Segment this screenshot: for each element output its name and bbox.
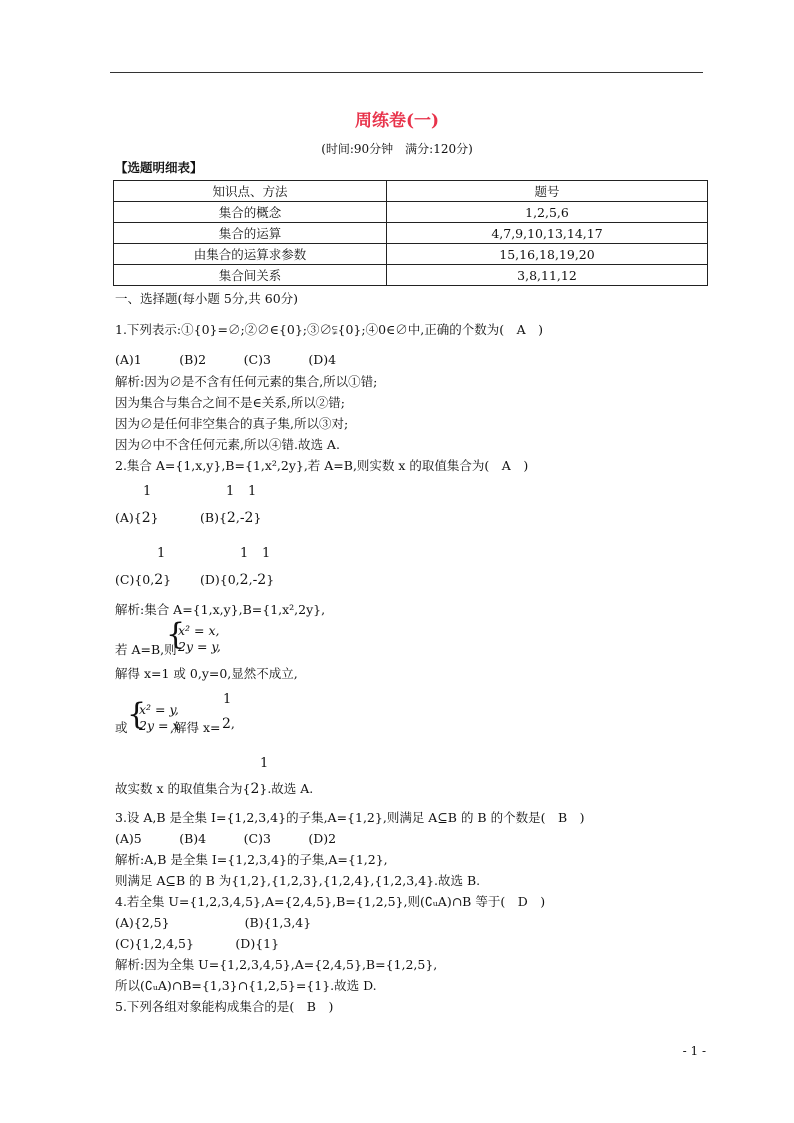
header-rule — [110, 72, 703, 73]
table-cell: 集合的运算 — [114, 223, 387, 244]
table-header-row — [114, 181, 708, 202]
question-options: (C){1,2,4,5} (D){1} — [115, 936, 280, 951]
fraction-numerator: 1 — [226, 484, 235, 499]
exam-time-info: (时间:90分钟 满分:120分) — [321, 142, 473, 156]
topic-table — [113, 180, 708, 286]
analysis-line: 所以(∁ᵤA)∩B={1,3}∩{1,2,5}={1}.故选 D. — [115, 978, 377, 993]
page-title: 周练卷(一) — [354, 111, 440, 131]
brace-icon: { — [166, 617, 186, 652]
equation: x² = x, — [178, 623, 220, 638]
option-a: (A){2} — [115, 510, 159, 526]
equation: 2y = y, — [178, 639, 221, 654]
table-row — [114, 265, 708, 286]
option-d: (D){0,2,-2} — [200, 572, 275, 588]
table-cell: 由集合的运算求参数 — [114, 244, 387, 265]
fraction-numerator: 1 — [223, 692, 232, 707]
question-stem: 5.下列各组对象能构成集合的是( B ) — [115, 999, 334, 1014]
question-stem: 2.集合 A={1,x,y},B={1,x²,2y},若 A=B,则实数 x 的取值集合为( A ) — [115, 458, 529, 473]
analysis-line: 解得 x=1 或 0,y=0,显然不成立, — [115, 666, 298, 681]
section-heading: 一、选择题(每小题 5分,共 60分) — [115, 291, 299, 306]
table-cell: 15,16,18,19,20 — [387, 244, 708, 265]
table-row — [114, 244, 708, 265]
fraction-denominator: 2, — [222, 716, 235, 732]
fraction-numerator: 1 — [157, 546, 166, 561]
analysis-line: 解析:A,B 是全集 I={1,2,3,4}的子集,A={1,2}, — [115, 852, 388, 867]
table-header-cell: 知识点、方法 — [114, 181, 387, 202]
question-options: (A)1 (B)2 (C)3 (D)4 — [115, 352, 337, 367]
question-stem: 1.下列表示:①{0}=∅;②∅∈{0};③∅⫋{0};④0∈∅中,正确的个数为( A ) — [115, 322, 544, 337]
equation: 2y = x — [139, 718, 180, 733]
question-options: (A)5 (B)4 (C)3 (D)2 — [115, 831, 337, 846]
fraction-numerator: 1 — [143, 484, 152, 499]
table-cell: 集合的概念 — [114, 202, 387, 223]
table-cell: 1,2,5,6 — [387, 202, 708, 223]
analysis-label: 或 — [115, 720, 128, 735]
table-cell: 集合间关系 — [114, 265, 387, 286]
table-row — [114, 202, 708, 223]
table-cell: 4,7,9,10,13,14,17 — [387, 223, 708, 244]
table-cell: 3,8,11,12 — [387, 265, 708, 286]
analysis-line: 因为∅中不含任何元素,所以④错.故选 A. — [115, 437, 340, 452]
fraction-numerator: 1 — [248, 484, 257, 499]
analysis-line: 故实数 x 的取值集合为{2}.故选 A. — [115, 781, 314, 797]
analysis-line: 因为集合与集合之间不是∈关系,所以②错; — [115, 395, 345, 410]
option-c: (C){0,2} — [115, 572, 172, 588]
brace-icon: { — [127, 697, 147, 732]
analysis-line: 解析:集合 A={1,x,y},B={1,x²,2y}, — [115, 602, 326, 617]
analysis-label: 若 A=B,则 — [115, 642, 177, 657]
page-number: - 1 - — [682, 1044, 706, 1058]
analysis-label: ,解得 x= — [170, 720, 221, 735]
table-row — [114, 223, 708, 244]
fraction-numerator: 1 — [260, 756, 269, 771]
question-stem: 3.设 A,B 是全集 I={1,2,3,4}的子集,A={1,2},则满足 A⊆B 的 B 的个数是( B ) — [115, 810, 585, 825]
question-stem: 4.若全集 U={1,2,3,4,5},A={2,4,5},B={1,2,5},则(∁ᵤA)∩B 等于( D ) — [115, 894, 546, 909]
table-heading: 【选题明细表】 — [115, 160, 203, 175]
analysis-line: 解析:因为全集 U={1,2,3,4,5},A={2,4,5},B={1,2,5}, — [115, 957, 438, 972]
fraction-numerator: 1 — [262, 546, 271, 561]
equation: x² = y, — [139, 702, 179, 717]
analysis-line: 解析:因为∅是不含有任何元素的集合,所以①错; — [115, 374, 378, 389]
option-b: (B){2,-2} — [200, 510, 262, 526]
question-options: (A){2,5} (B){1,3,4} — [115, 915, 312, 930]
table-header-cell: 题号 — [387, 181, 708, 202]
analysis-line: 则满足 A⊆B 的 B 为{1,2},{1,2,3},{1,2,4},{1,2,3,4}.故选 B. — [115, 873, 481, 888]
fraction-numerator: 1 — [240, 546, 249, 561]
analysis-line: 因为∅是任何非空集合的真子集,所以③对; — [115, 416, 349, 431]
